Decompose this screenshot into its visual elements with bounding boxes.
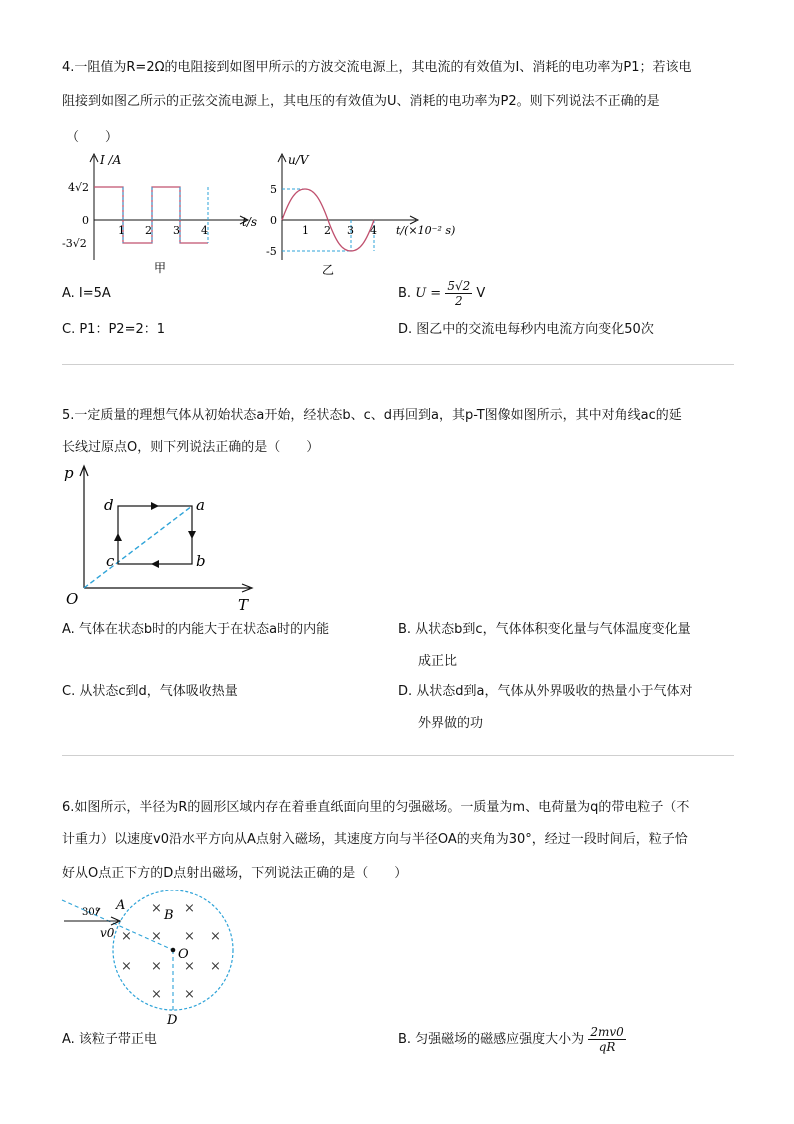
q5-label-c: c [106, 552, 115, 570]
q6-cross: × [184, 901, 195, 916]
q6-option-b-num: 2mv0 [590, 1025, 624, 1039]
q4-option-b[interactable] [398, 278, 485, 310]
q4-jia-caption: 甲 [154, 261, 167, 275]
q5-option-c[interactable]: C. 从状态c到d，气体吸收热量 [62, 684, 238, 699]
q6-cross: × [210, 959, 221, 974]
q6-cross: × [151, 959, 162, 974]
q6-option-b-text: B. 匀强磁场的磁感应强度大小为 [398, 1032, 585, 1047]
q6-cross: × [184, 959, 195, 974]
separator-1 [62, 364, 734, 365]
q6-label-a: A [116, 898, 126, 913]
q4-option-b-prefix: B. [398, 286, 412, 301]
q4-yi-xtick-2: 2 [324, 224, 331, 237]
q5-xlabel: T [238, 596, 249, 614]
q6-option-b-den: qR [598, 1040, 616, 1054]
q6-option-b-fraction [588, 1025, 625, 1054]
q4-figure-yi [256, 150, 476, 280]
q5-figure-pT [60, 460, 260, 615]
q6-stem-line1: 6.如图所示，半径为R的圆形区域内存在着垂直纸面向里的匀强磁场。一质量为m、电荷量为q的带电粒子（不 [62, 800, 690, 815]
q6-v0: v0 [100, 926, 115, 940]
q6-figure-field [60, 890, 250, 1030]
q6-stem-line2: 计重力）以速度v0沿水平方向从A点射入磁场，其速度方向与半径OA的夹角为30°，经过一段时间后，粒子恰 [62, 832, 688, 847]
q5-label-d: d [104, 496, 114, 514]
q4-stem-line3: （ ） [66, 130, 119, 145]
q5-option-a[interactable]: A. 气体在状态b时的内能大于在状态a时的内能 [62, 622, 330, 637]
q4-yi-xtick-3: 3 [347, 224, 354, 237]
q6-option-b[interactable] [398, 1024, 626, 1056]
q6-cross: × [151, 929, 162, 944]
q6-label-o: O [178, 947, 189, 962]
q4-yi-xlabel: t/(×10⁻² s) [396, 224, 456, 237]
q4-yi-ylabel: u/V [288, 153, 309, 167]
q6-label-b: B [164, 908, 174, 923]
q4-yi-ytick-top: 5 [270, 183, 277, 196]
q4-yi-xtick-1: 1 [302, 224, 309, 237]
q4-stem-line1: 4.一阻值为R=2Ω的电阻接到如图甲所示的方波交流电源上，其电流的有效值为I、消耗的电功率为P1；若该电 [62, 60, 692, 75]
q5-option-d-line2[interactable]: 外界做的功 [418, 716, 484, 731]
q6-cross: × [151, 901, 162, 916]
q4-option-b-lhs: U = [415, 286, 442, 301]
q4-jia-origin: 0 [82, 214, 89, 227]
q4-option-d[interactable]: D. 图乙中的交流电每秒内电流方向变化50次 [398, 322, 654, 337]
q4-option-c[interactable]: C. P1：P2=2：1 [62, 322, 165, 337]
q4-jia-xtick-2: 2 [145, 224, 152, 237]
q6-label-d: D [167, 1013, 178, 1028]
q6-cross: × [121, 929, 132, 944]
q6-angle: 30° [82, 907, 100, 918]
q5-label-b: b [196, 552, 206, 570]
q6-cross: × [151, 987, 162, 1002]
q5-diagonal [84, 506, 192, 588]
q6-option-a[interactable]: A. 该粒子带正电 [62, 1032, 157, 1047]
q4-jia-ylabel: I /A [100, 153, 122, 167]
q5-label-a: a [196, 496, 205, 514]
q4-yi-xtick-4: 4 [370, 224, 377, 237]
q4-jia-xlabel: t/s [242, 215, 258, 229]
q4-jia-xtick-3: 3 [173, 224, 180, 237]
q4-jia-xtick-1: 1 [118, 224, 125, 237]
q4-stem-line2: 阻接到如图乙所示的正弦交流电源上，其电压的有效值为U、消耗的电功率为P2。则下列说法不正确的是 [62, 94, 660, 109]
q6-cross: × [184, 987, 195, 1002]
q4-yi-ytick-bottom: -5 [266, 245, 277, 258]
q4-figure-jia [60, 150, 270, 280]
q4-option-b-unit: V [476, 286, 486, 301]
q5-option-b-line1[interactable]: B. 从状态b到c，气体体积变化量与气体温度变化量 [398, 622, 691, 637]
q4-option-a[interactable]: A. I=5A [62, 286, 111, 301]
q5-stem-line1: 5.一定质量的理想气体从初始状态a开始，经状态b、c、d再回到a，其p-T图像如图所示，其中对角线ac的延 [62, 408, 682, 423]
q6-cross: × [121, 959, 132, 974]
q5-ylabel: p [64, 464, 74, 482]
q6-stem-line3: 好从O点正下方的D点射出磁场，下列说法正确的是（ ） [62, 866, 408, 881]
q5-option-d-line1[interactable]: D. 从状态d到a，气体从外界吸收的热量小于气体对 [398, 684, 693, 699]
q4-option-b-num: 5√2 [447, 279, 471, 293]
q6-cross: × [184, 929, 195, 944]
q4-yi-origin: 0 [270, 214, 277, 227]
separator-2 [62, 755, 734, 756]
q5-option-b-line2[interactable]: 成正比 [418, 654, 458, 669]
q4-option-b-den: 2 [454, 294, 463, 308]
q4-yi-caption: 乙 [322, 263, 335, 277]
q6-cross: × [210, 929, 221, 944]
q4-option-b-fraction [445, 279, 472, 308]
q4-jia-ytick-top: 4√2 [68, 181, 90, 194]
q4-jia-xtick-4: 4 [201, 224, 208, 237]
q5-stem-line2: 长线过原点O，则下列说法正确的是（ ） [62, 440, 320, 455]
q4-jia-ytick-bottom: -3√2 [62, 237, 87, 250]
q5-origin: O [66, 590, 79, 608]
